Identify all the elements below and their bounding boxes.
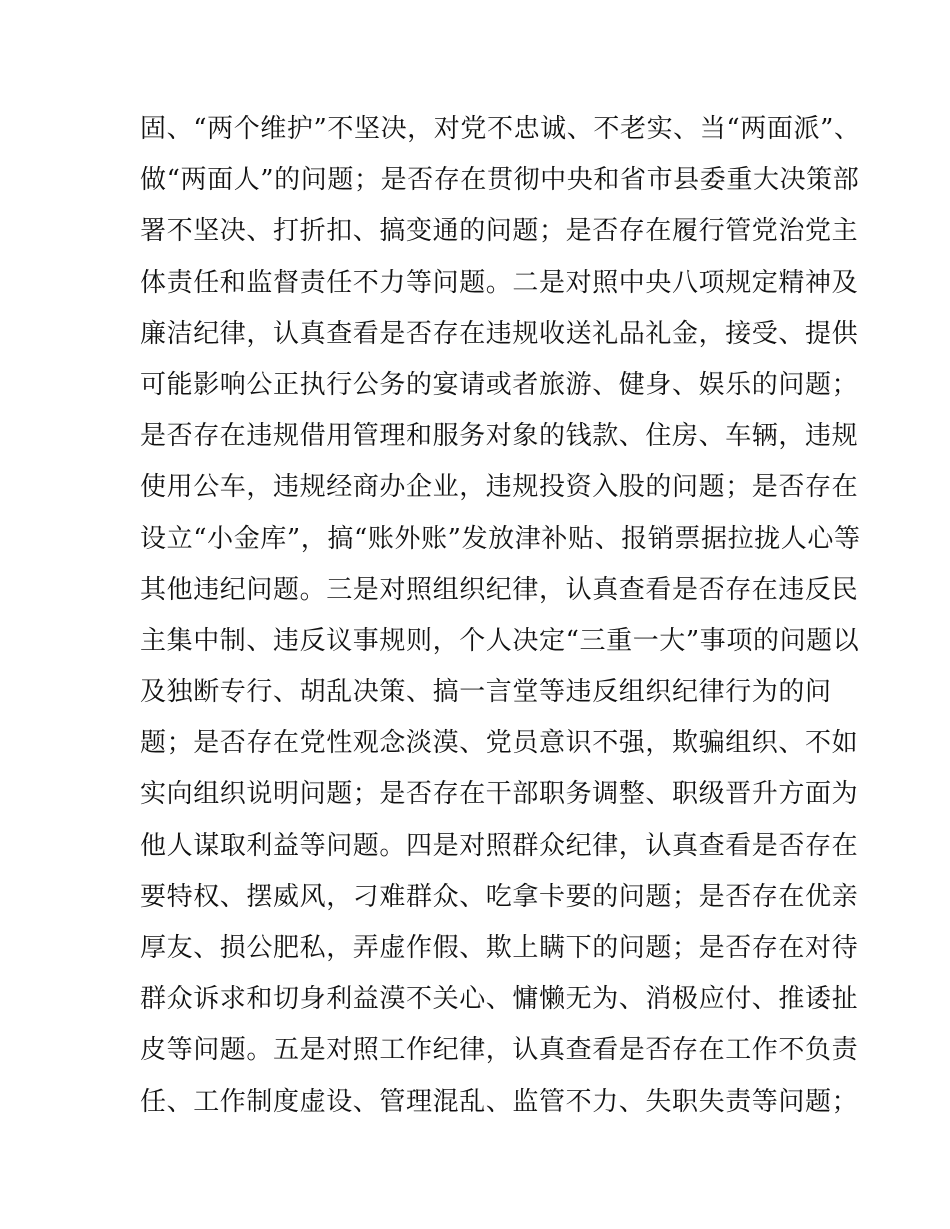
text-line-17: 厚友、损公肥私，弄虚作假、欺上瞒下的问题；是否存在对待 <box>140 933 859 963</box>
text-line-7: 是否存在违规借用管理和服务对象的钱款、住房、车辆，违规 <box>140 421 859 452</box>
text-line-4: 体责任和监督责任不力等问题。二是对照中央八项规定精神及 <box>140 267 859 298</box>
text-line-6: 可能影响公正执行公务的宴请或者旅游、健身、娱乐的问题； <box>140 369 859 400</box>
text-line-20: 任、工作制度虚设、管理混乱、监管不力、失职失责等问题； <box>140 1086 859 1117</box>
body-text <box>140 104 861 1128</box>
text-line-19: 皮等问题。五是对照工作纪律，认真查看是否存在工作不负责 <box>140 1035 859 1066</box>
text-line-9: 设立“小金库”，搞“账外账”发放津补贴、报销票据拉拢人心等 <box>140 523 861 554</box>
text-line-15: 他人谋取利益等问题。四是对照群众纪律，认真查看是否存在 <box>140 830 859 861</box>
text-line-11: 主集中制、违反议事规则，个人决定“三重一大”事项的问题以 <box>140 625 860 656</box>
text-line-2: 做“两面人”的问题；是否存在贯彻中央和省市县委重大决策部 <box>140 165 860 196</box>
text-line-8: 使用公车，违规经商办企业，违规投资入股的问题；是否存在 <box>140 472 859 503</box>
text-line-13: 题；是否存在党性观念淡漠、党员意识不强，欺骗组织、不如 <box>140 728 859 759</box>
text-line-3: 署不坚决、打折扣、搞变通的问题；是否存在履行管党治党主 <box>140 216 859 247</box>
text-line-1: 固、“两个维护”不坚决，对党不忠诚、不老实、当“两面派”、 <box>140 114 861 144</box>
text-line-10: 其他违纪问题。三是对照组织纪律，认真查看是否存在违反民 <box>140 574 859 605</box>
text-line-16: 要特权、摆威风，刁难群众、吃拿卡要的问题；是否存在优亲 <box>140 881 859 912</box>
text-line-18: 群众诉求和切身利益漠不关心、慵懒无为、消极应付、推诿扯 <box>140 984 859 1015</box>
text-line-5: 廉洁纪律，认真查看是否存在违规收送礼品礼金，接受、提供 <box>140 318 859 349</box>
text-line-14: 实向组织说明问题；是否存在干部职务调整、职级晋升方面为 <box>140 779 859 810</box>
text-line-12: 及独断专行、胡乱决策、搞一言堂等违反组织纪律行为的问 <box>140 677 832 708</box>
